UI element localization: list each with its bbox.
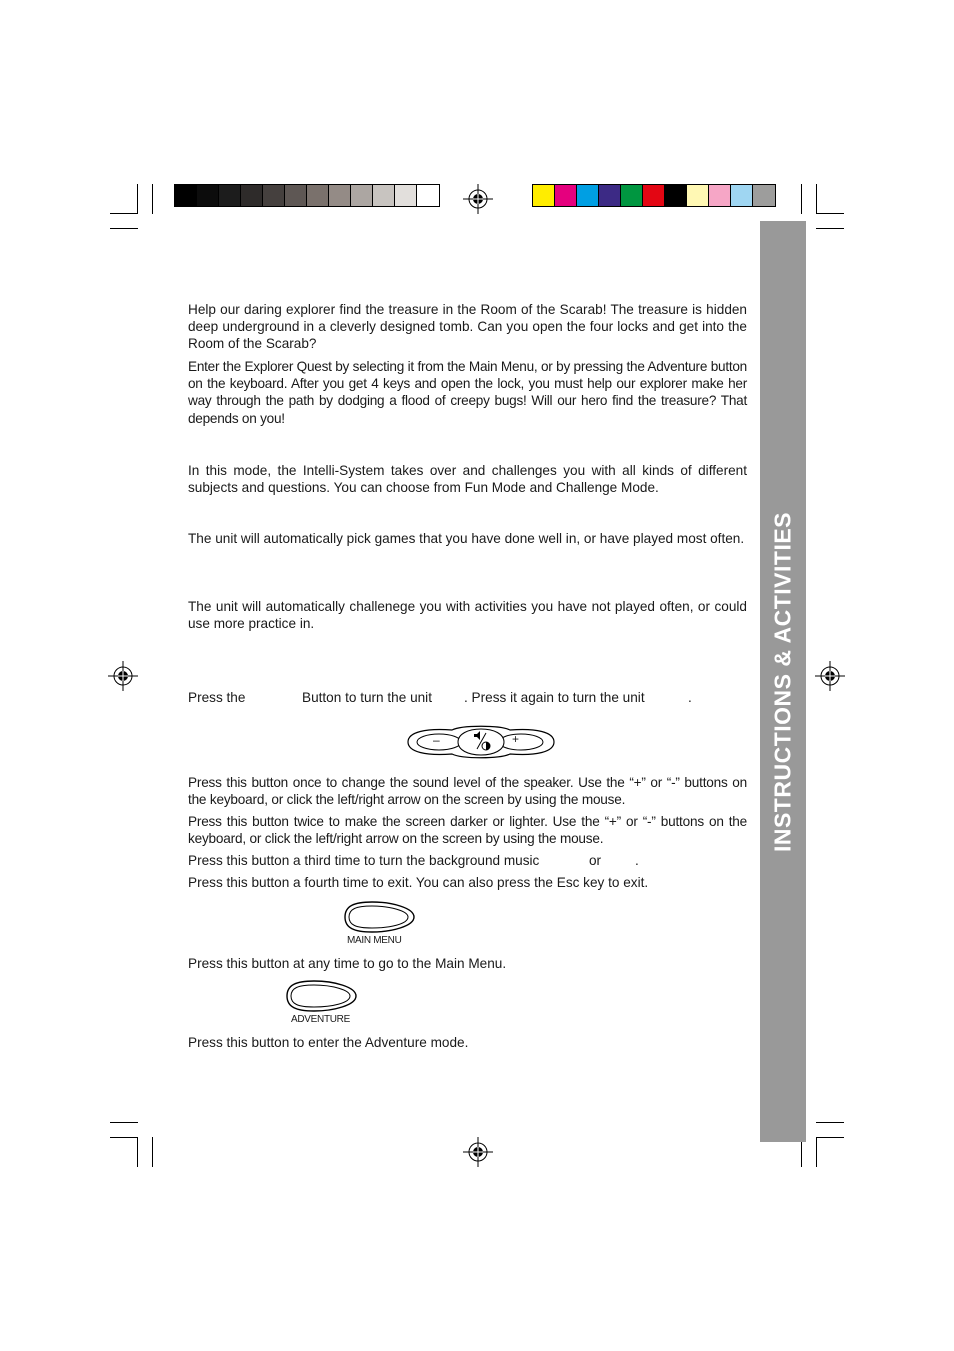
color-swatch — [643, 185, 665, 206]
settings-press-twice-text: Press this button twice to make the screen darker or lighter. Use the “+” or “-” buttons on the keyboard, or click the left/right arrow on the screen by using the mouse. — [188, 814, 747, 847]
main-menu-button[interactable] — [340, 898, 420, 936]
settings-press-third-text — [188, 852, 748, 869]
fun-mode-text: The unit will automatically pick games that you have done well in, or have played most often. — [188, 531, 745, 546]
crop-mark — [110, 1137, 138, 1138]
grayscale-calibration-bar — [174, 184, 440, 207]
main-menu-description: Press this button at any time to go to the Main Menu. — [188, 956, 507, 971]
color-swatch — [329, 185, 351, 206]
crop-mark — [816, 213, 844, 214]
color-swatch — [285, 185, 307, 206]
crop-mark — [110, 228, 138, 229]
color-swatch — [753, 185, 775, 206]
registration-mark-icon — [463, 184, 493, 214]
settings-press-once-text: Press this button once to change the sound level of the speaker. Use the “+” or “-” buttons on the keyboard, or click the left/right arrow on the screen by using the mouse. — [188, 775, 747, 808]
color-swatch — [533, 185, 555, 206]
registration-mark-icon — [815, 661, 845, 691]
settings-third-c: . — [635, 853, 639, 868]
color-swatch — [307, 185, 329, 206]
main-menu-label: MAIN MENU — [347, 935, 402, 946]
crop-mark — [816, 184, 817, 214]
color-swatch — [263, 185, 285, 206]
power-text-c: . Press it again to turn the unit — [464, 690, 645, 705]
crop-mark — [110, 213, 138, 214]
color-swatch — [731, 185, 753, 206]
settings-third-b: or — [589, 853, 602, 868]
crop-mark — [110, 1122, 138, 1123]
crop-mark — [816, 1122, 844, 1123]
crop-mark — [152, 184, 153, 214]
crop-mark — [816, 228, 844, 229]
settings-third-a: Press this button a third time to turn the background music — [188, 853, 540, 868]
registration-mark-icon — [108, 661, 138, 691]
explorer-intro-text: Help our daring explorer find the treasure in the Room of the Scarab! The treasure is hidden deep underground in a cleverly designed tomb. Can you open the four locks and get into the Room of the Scarab? — [188, 302, 747, 352]
color-swatch — [621, 185, 643, 206]
color-swatch — [197, 185, 219, 206]
intelli-mode-text: In this mode, the Intelli-System takes over and challenges you with all kinds of different subjects and questions. You can choose from Fun Mode and Challenge Mode. — [188, 463, 747, 496]
section-sidebar — [760, 221, 806, 1142]
crop-mark — [152, 1137, 153, 1167]
color-swatch — [395, 185, 417, 206]
crop-mark — [801, 184, 802, 214]
adventure-label: ADVENTURE — [291, 1014, 350, 1025]
adventure-description: Press this button to enter the Adventure mode. — [188, 1035, 469, 1050]
color-swatch — [219, 185, 241, 206]
explorer-enter-text: Enter the Explorer Quest by selecting it from the Main Menu, or by pressing the Adventure button on the keyboard. After you get 4 keys and open the lock, you must help our explorer make her way through the path by dodging a flood of creepy bugs! Will our hero find the treasure? That depends on you! — [188, 359, 747, 426]
crop-mark — [137, 1137, 138, 1167]
minus-icon: – — [433, 733, 440, 747]
power-text-a: Press the — [188, 690, 246, 705]
color-swatch — [665, 185, 687, 206]
power-text-d: . — [688, 690, 692, 705]
crop-mark — [816, 1137, 844, 1138]
color-swatch — [373, 185, 395, 206]
adventure-button[interactable] — [282, 977, 362, 1015]
settings-rocker-button[interactable] — [404, 722, 558, 762]
power-instruction — [188, 689, 748, 706]
settings-press-fourth-text: Press this button a fourth time to exit. You can also press the Esc key to exit. — [188, 875, 649, 890]
crop-mark — [816, 1137, 817, 1167]
process-color-calibration-bar — [532, 184, 776, 207]
color-swatch — [555, 185, 577, 206]
sidebar-title: INSTRUCTIONS & ACTIVITIES — [769, 511, 796, 852]
plus-icon: + — [512, 732, 520, 746]
color-swatch — [599, 185, 621, 206]
color-swatch — [687, 185, 709, 206]
power-text-b: Button to turn the unit — [302, 690, 432, 705]
challenge-mode-text: The unit will automatically challenege you with activities you have not played often, or could use more practice in. — [188, 599, 747, 632]
color-swatch — [417, 185, 439, 206]
color-swatch — [577, 185, 599, 206]
color-swatch — [175, 185, 197, 206]
color-swatch — [709, 185, 731, 206]
color-swatch — [351, 185, 373, 206]
crop-mark — [137, 184, 138, 214]
registration-mark-icon — [463, 1137, 493, 1167]
color-swatch — [241, 185, 263, 206]
